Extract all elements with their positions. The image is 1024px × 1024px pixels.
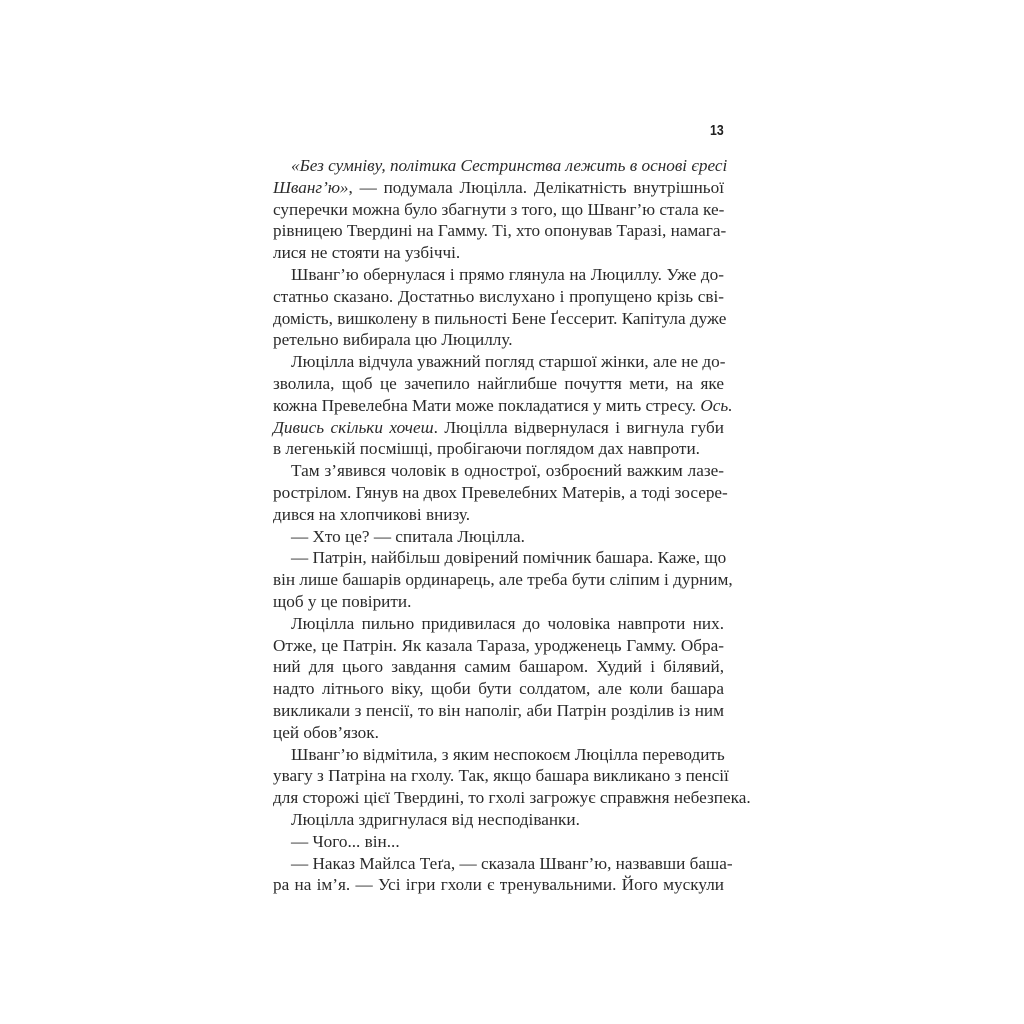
text-span: ний для цього завдання самим башаром. Худий і білявий, [273, 657, 724, 677]
text-span: Там з’явився чоловік в однострої, озброєний важким лазе- [291, 461, 724, 481]
text-line [273, 656, 724, 678]
text-line [273, 744, 724, 766]
text-span: Отже, це Патрін. Як казала Тараза, уродженець Гамму. Обра- [273, 635, 724, 655]
text-span: зволила, щоб це зачепило найглибше почуття мети, на яке [273, 373, 724, 393]
text-span: домість, вишколену в пильності Бене Ґессерит. Капітула дуже [273, 308, 727, 328]
text-line [273, 286, 724, 308]
text-span: статньо сказано. Достатньо вислухано і пропущено крізь сві- [273, 286, 724, 306]
text-span: ретельно вибирала цю Люциллу. [273, 330, 513, 350]
text-line [273, 155, 728, 177]
text-line [273, 547, 727, 569]
text-span: він лише башарів ординарець, але треба бути сліпим і дурним, [273, 570, 733, 590]
text-span: , — подумала Люцілла. Делікатність внутрішньої [348, 177, 724, 197]
text-line [273, 199, 724, 221]
italic-text: Шванг’ю» [273, 177, 349, 197]
text-line [273, 635, 724, 657]
text-line [273, 874, 724, 896]
text-span: дився на хлопчикові внизу. [273, 504, 471, 524]
text-span: для сторожі цієї Твердині, то гхолі загрожує справжня небезпека. [273, 788, 751, 808]
text-line [273, 765, 729, 787]
text-span: Люцілла пильно придивилася до чоловіка навпроти них. [291, 613, 724, 633]
text-span: в легенькій посмішці, пробігаючи поглядом дах навпроти. [273, 439, 700, 459]
text-line [273, 395, 733, 417]
text-line [273, 526, 724, 548]
text-span: Люцілла відчула уважний погляд старшої жінки, але не до- [291, 352, 726, 372]
text-line [273, 220, 727, 242]
text-line [273, 460, 724, 482]
text-line [273, 482, 728, 504]
text-span: — Чого... він... [291, 831, 400, 851]
text-line [273, 417, 724, 439]
text-line [273, 591, 724, 613]
body-text [273, 155, 751, 896]
text-span: — Хто це? — спитала Люцілла. [291, 526, 525, 546]
text-line [273, 329, 724, 351]
text-span: . Люцілла відвернулася і вигнула губи [433, 417, 724, 437]
text-span: Шванг’ю відмітила, з яким неспокоєм Люцілла переводить [291, 744, 725, 764]
italic-text: «Без сумніву, політика Сестринства лежить в основі єресі [291, 156, 728, 175]
italic-text: Ось. [700, 395, 733, 415]
text-line [273, 831, 724, 853]
text-span: лися не стояти на узбіччі. [273, 243, 461, 263]
text-line [273, 308, 727, 330]
text-line [273, 613, 724, 635]
text-span: цей обов’язок. [273, 722, 379, 742]
text-span: — Наказ Майлса Теґа, — сказала Шванг’ю, назвавши баша- [291, 853, 733, 873]
text-span: рострілом. Гянув на двох Превелебних Матерів, а тоді зосере- [273, 482, 728, 502]
text-span: Люцілла здригнулася від несподіванки. [291, 809, 580, 829]
italic-text: Дивись скільки хочеш [273, 417, 434, 437]
text-line [273, 678, 724, 700]
text-line [273, 504, 724, 526]
text-span: суперечки можна було збагнути з того, що Шванг’ю стала ке- [273, 199, 725, 219]
text-line [273, 700, 724, 722]
text-span: — Патрін, найбільш довірений помічник башара. Каже, що [291, 548, 727, 568]
text-line [273, 787, 751, 809]
text-line [273, 438, 724, 460]
text-span: викликали з пенсії, то він наполіг, аби Патрін розділив із ним [273, 700, 724, 720]
text-span: щоб у це повірити. [273, 591, 412, 611]
text-line [273, 569, 733, 591]
text-span: увагу з Патріна на гхолу. Так, якщо башара викликано з пенсії [273, 766, 729, 786]
text-line [273, 722, 724, 744]
text-line [273, 351, 724, 373]
text-span: рівницею Твердині на Гамму. Ті, хто опонував Таразі, намага- [273, 221, 727, 241]
text-span: надто літнього віку, щоби бути солдатом, але коли башара [273, 679, 724, 699]
text-span: кожна Превелебна Мати може покладатися у мить стресу. [273, 395, 701, 415]
text-span: ра на ім’я. — Усі ігри гхоли є тренувальними. Його мускули [273, 875, 724, 895]
text-line [273, 264, 724, 286]
text-span: Шванг’ю обернулася і прямо глянула на Люциллу. Уже до- [291, 264, 724, 284]
text-line [273, 809, 724, 831]
page-number: 13 [710, 122, 724, 139]
text-line [273, 177, 724, 199]
text-line [273, 242, 724, 264]
text-line [273, 373, 724, 395]
text-line [273, 853, 733, 875]
